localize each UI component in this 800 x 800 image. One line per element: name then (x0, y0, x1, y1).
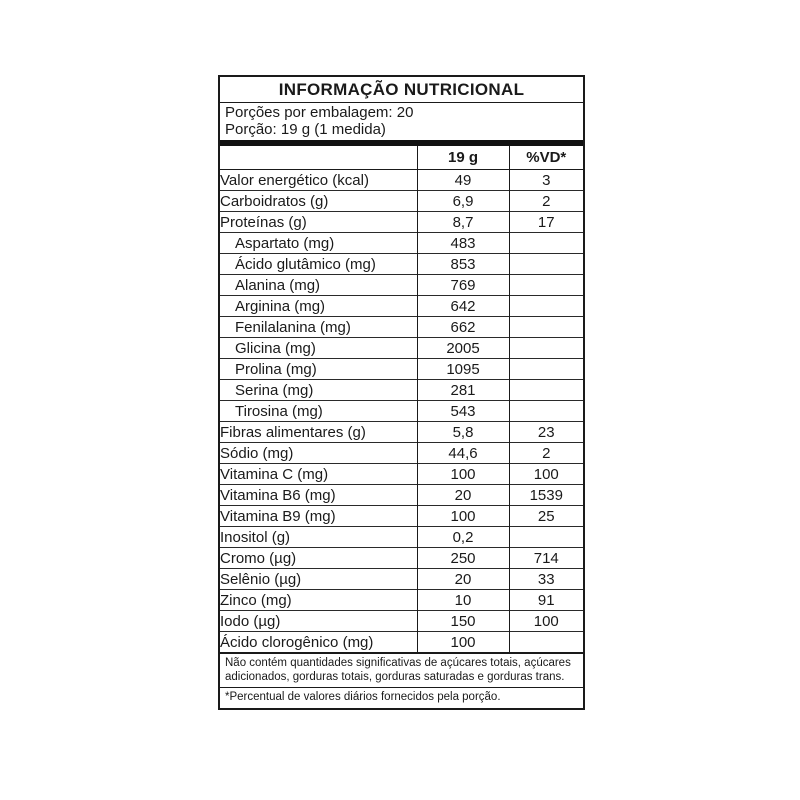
nutrient-dv: 25 (509, 506, 583, 527)
nutrient-dv (509, 380, 583, 401)
nutrient-dv (509, 275, 583, 296)
nutrient-amount: 769 (417, 275, 509, 296)
nutrient-name: Iodo (µg) (220, 611, 417, 632)
nutrient-dv: 2 (509, 443, 583, 464)
nutrient-name: Tirosina (mg) (220, 401, 417, 422)
nutrient-dv (509, 338, 583, 359)
table-row (220, 254, 583, 275)
table-row (220, 485, 583, 506)
nutrient-amount: 5,8 (417, 422, 509, 443)
nutrient-name: Valor energético (kcal) (220, 171, 369, 189)
nutrient-name: Fibras alimentares (g) (220, 422, 417, 443)
nutrient-amount: 150 (417, 611, 509, 632)
table-row (220, 338, 583, 359)
nutrient-amount: 44,6 (417, 443, 509, 464)
table-row (220, 590, 583, 611)
table-row (220, 632, 583, 653)
nutrient-dv: 1539 (509, 485, 583, 506)
nutrition-table (220, 146, 583, 652)
nutrient-name: Cromo (µg) (220, 548, 417, 569)
nutrient-name: Inositol (g) (220, 527, 417, 548)
nutrient-amount: 281 (417, 380, 509, 401)
nutrient-name: Proteínas (g) (220, 212, 417, 233)
nutrient-dv: 23 (509, 422, 583, 443)
nutrient-dv (509, 632, 583, 653)
table-row (220, 191, 583, 212)
table-row (220, 506, 583, 527)
nutrient-amount: 20 (417, 569, 509, 590)
nutrient-dv: 91 (509, 590, 583, 611)
nutrient-amount: 8,7 (417, 212, 509, 233)
nutrient-amount: 100 (417, 506, 509, 527)
nutrient-dv: 33 (509, 569, 583, 590)
table-row (220, 443, 583, 464)
nutrient-name: Fenilalanina (mg) (220, 317, 417, 338)
nutrition-facts-label (218, 75, 585, 710)
nutrient-name: Selênio (µg) (220, 569, 417, 590)
table-row (220, 422, 583, 443)
nutrient-dv: 17 (509, 212, 583, 233)
nutrient-dv: 100 (509, 464, 583, 485)
table-row (220, 296, 583, 317)
table-row (220, 212, 583, 233)
nutrient-dv: 3 (509, 170, 583, 191)
table-row (220, 401, 583, 422)
nutrient-dv (509, 296, 583, 317)
nutrient-amount: 483 (417, 233, 509, 254)
nutrient-amount: 250 (417, 548, 509, 569)
table-row (220, 359, 583, 380)
label-title: INFORMAÇÃO NUTRICIONAL (220, 77, 583, 103)
nutrient-name: Vitamina B6 (mg) (220, 485, 417, 506)
nutrient-amount: 543 (417, 401, 509, 422)
nutrient-column-header (220, 146, 417, 170)
nutrient-dv (509, 359, 583, 380)
nutrient-amount: 0,2 (417, 527, 509, 548)
nutrient-name: Vitamina C (mg) (220, 464, 417, 485)
table-row (220, 380, 583, 401)
nutrient-name: Sódio (mg) (220, 443, 417, 464)
nutrient-amount: 100 (417, 464, 509, 485)
nutrient-name: Carboidratos (g) (220, 191, 417, 212)
table-header-row (220, 146, 583, 170)
nutrient-name: Aspartato (mg) (220, 233, 417, 254)
nutrient-dv (509, 254, 583, 275)
table-row (220, 464, 583, 485)
nutrient-name: Ácido glutâmico (mg) (220, 254, 417, 275)
nutrient-dv (509, 233, 583, 254)
nutrient-name: Alanina (mg) (220, 275, 417, 296)
table-row (220, 233, 583, 254)
nutrient-dv: 100 (509, 611, 583, 632)
nutrient-amount: 10 (417, 590, 509, 611)
nutrient-amount: 853 (417, 254, 509, 275)
table-row (220, 170, 583, 191)
nutrient-amount: 49 (417, 170, 509, 191)
table-row (220, 317, 583, 338)
nutrient-name: Serina (mg) (220, 380, 417, 401)
servings-per-package: Porções por embalagem: 20 (225, 104, 414, 121)
nutrient-amount: 662 (417, 317, 509, 338)
table-row (220, 611, 583, 632)
nutrient-amount: 1095 (417, 359, 509, 380)
nutrient-amount: 642 (417, 296, 509, 317)
nutrient-dv (509, 401, 583, 422)
nutrient-name: Arginina (mg) (220, 296, 417, 317)
daily-value-footnote: *Percentual de valores diários fornecidos pela porção. (225, 691, 501, 703)
nutrient-name: Ácido clorogênico (mg) (220, 632, 417, 653)
table-row (220, 275, 583, 296)
portion-size: Porção: 19 g (1 medida) (225, 120, 386, 138)
nutrient-amount: 2005 (417, 338, 509, 359)
amount-column-header: 19 g (417, 146, 509, 170)
nutrient-amount: 6,9 (417, 191, 509, 212)
serving-info (220, 103, 583, 140)
nutrient-name: Glicina (mg) (220, 338, 417, 359)
nutrient-dv: 714 (509, 548, 583, 569)
nutrient-dv: 2 (509, 191, 583, 212)
no-significant-amounts-note: Não contém quantidades significativas de açúcares totais, açúcares adicionados, gorduras totais, gorduras saturadas e gorduras trans. (220, 652, 583, 688)
nutrient-dv (509, 527, 583, 548)
table-row (220, 527, 583, 548)
table-row (220, 548, 583, 569)
nutrient-name: Zinco (mg) (220, 590, 417, 611)
nutrient-amount: 100 (417, 632, 509, 653)
dv-column-header: %VD* (509, 146, 583, 170)
nutrient-dv (509, 317, 583, 338)
nutrient-name: Vitamina B9 (mg) (220, 506, 417, 527)
nutrient-amount: 20 (417, 485, 509, 506)
table-row (220, 569, 583, 590)
nutrient-name: Prolina (mg) (220, 359, 417, 380)
